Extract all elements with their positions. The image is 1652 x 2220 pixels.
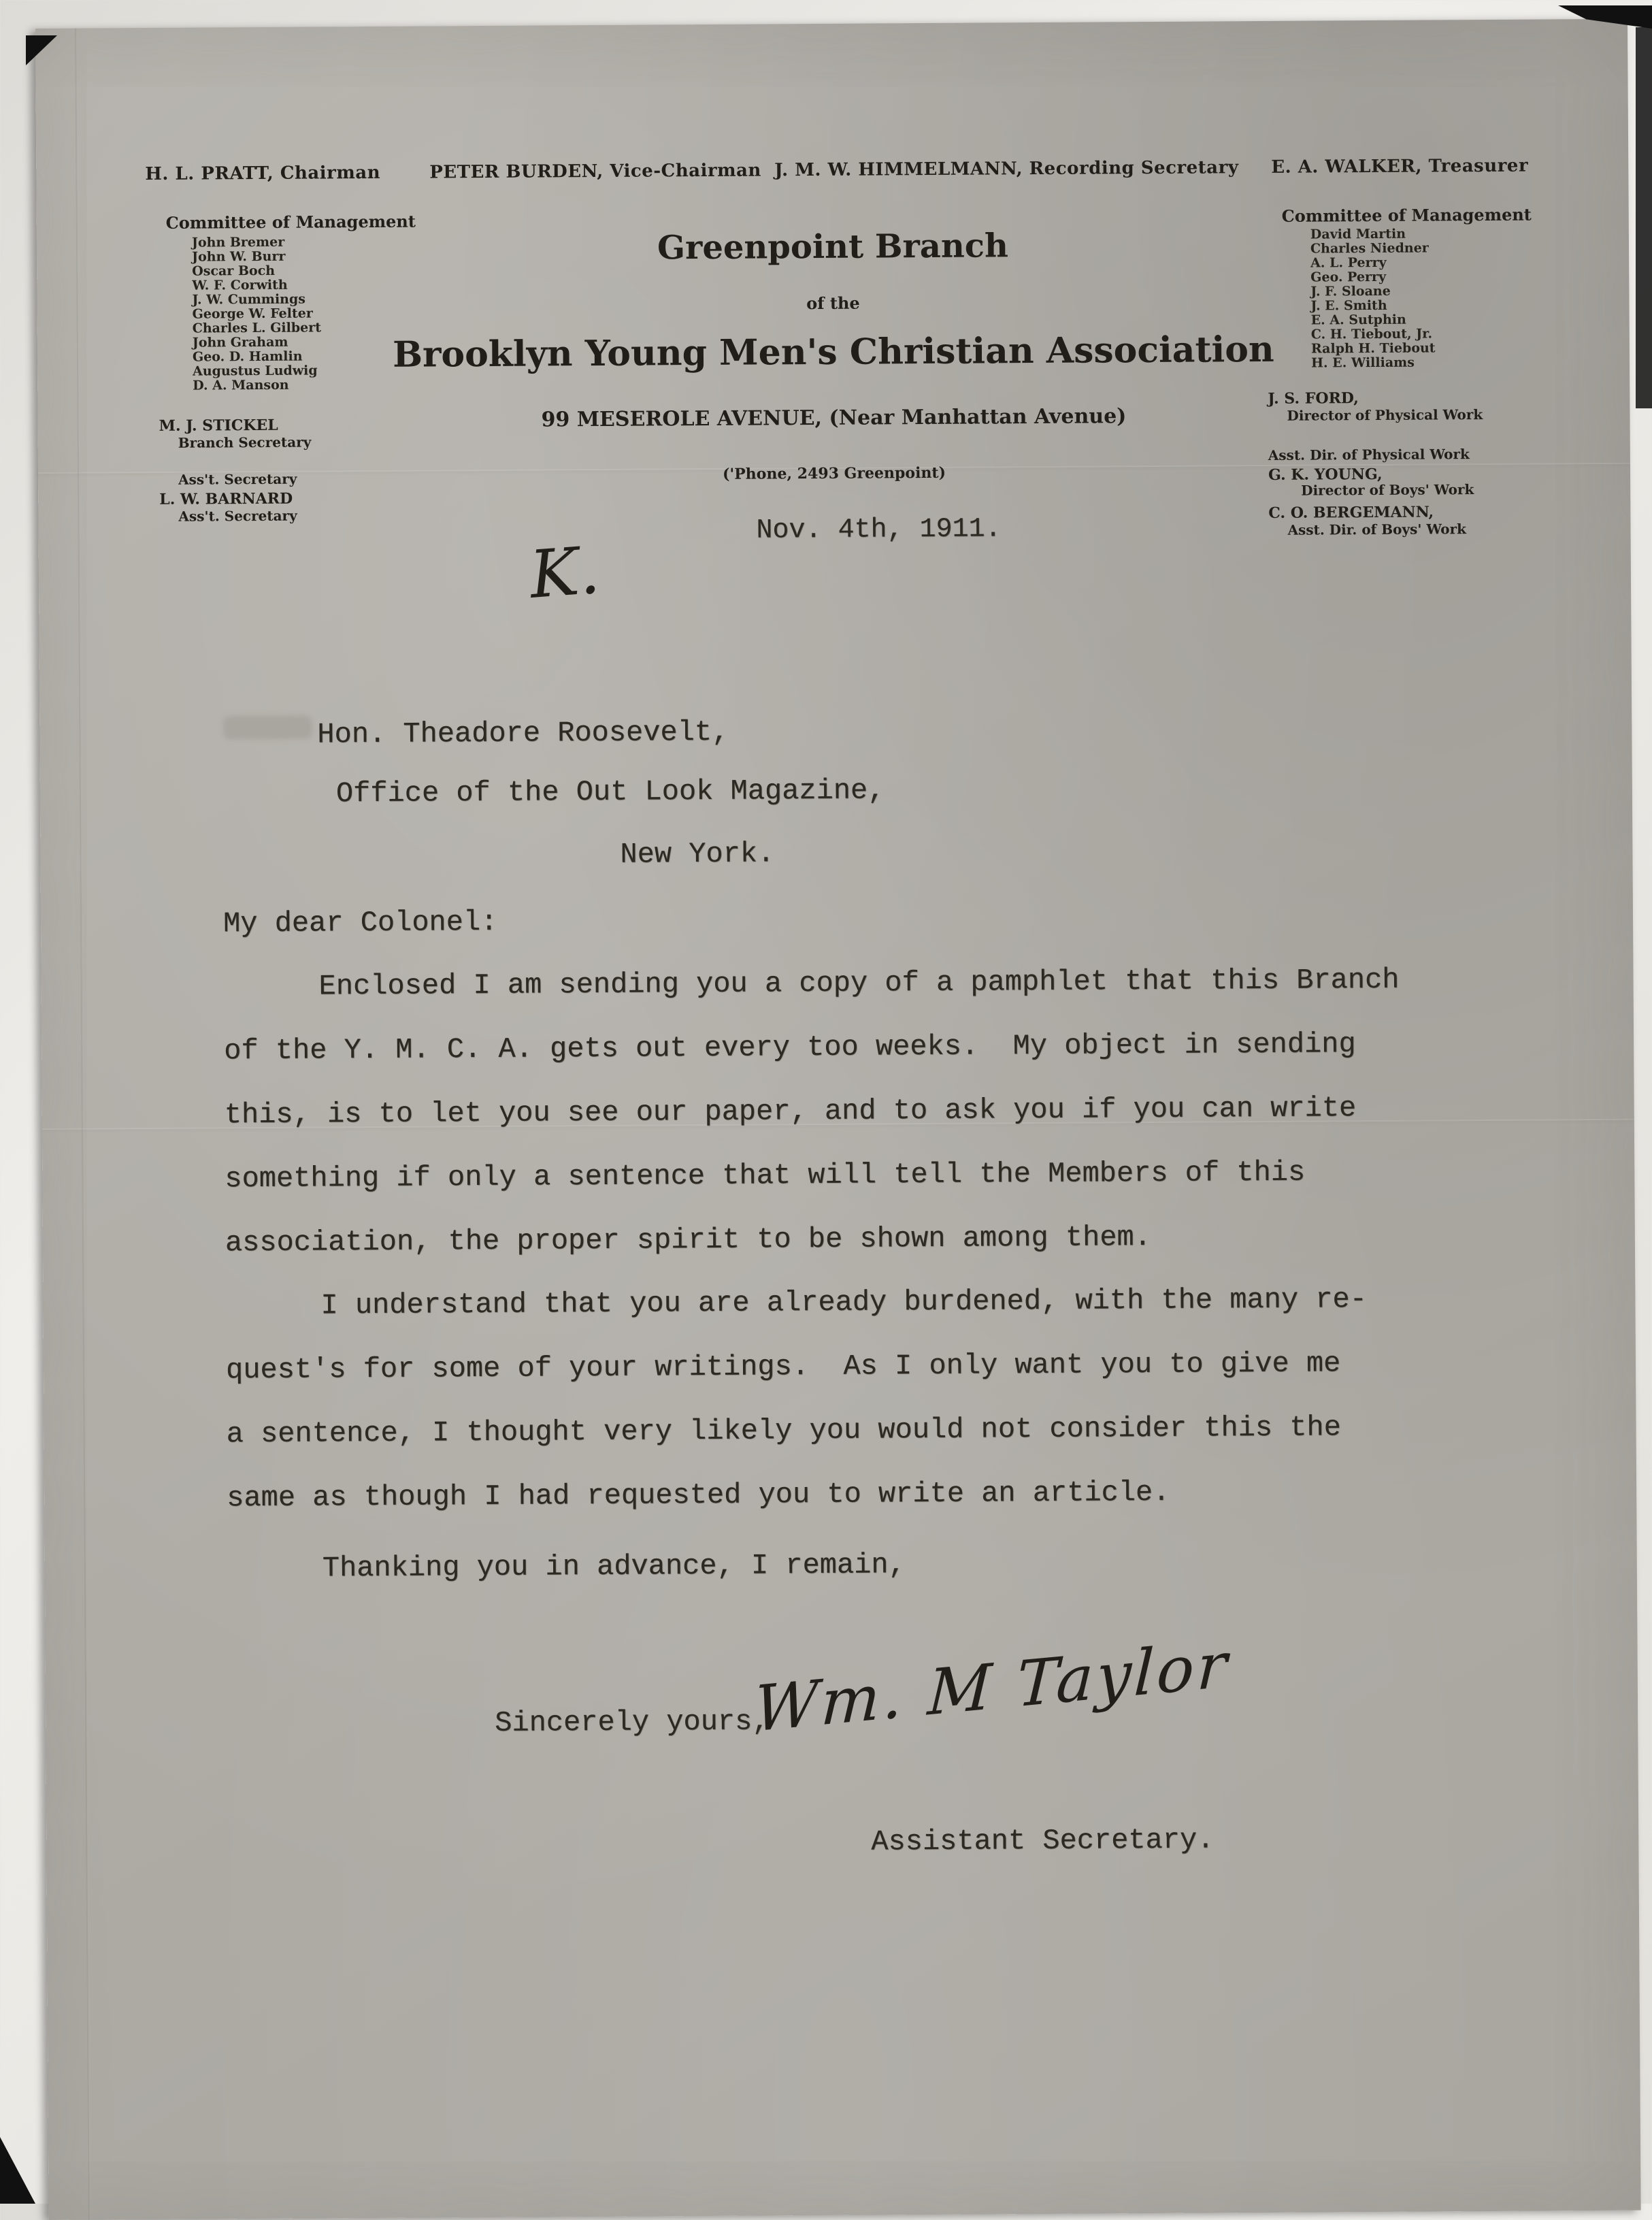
committee-member: J. W. Cummings xyxy=(192,291,306,308)
scan-artifact-bottom-left xyxy=(0,2137,35,2204)
committee-member: Charles L. Gilbert xyxy=(192,320,322,336)
masthead-of-the: of the xyxy=(806,293,860,314)
letter-line: I understand that you are already burdened, with the many re- xyxy=(320,1283,1368,1322)
committee-member: W. F. Corwith xyxy=(192,277,288,293)
officer-chairman: H. L. PRATT, Chairman xyxy=(145,162,381,185)
left-committee-title: Committee of Management xyxy=(165,211,416,233)
letter-line: Enclosed I am sending you a copy of a pamphlet that this Branch xyxy=(318,963,1400,1003)
officer-treasurer: E. A. WALKER, Treasurer xyxy=(1271,155,1529,178)
committee-member: J. E. Smith xyxy=(1310,297,1387,314)
letter-paragraph-2 xyxy=(225,1267,1368,1530)
signer-title: Assistant Secretary. xyxy=(871,1823,1215,1859)
asst-physical-director-title: Asst. Dir. of Physical Work xyxy=(1268,446,1470,463)
masthead-branch-name: Greenpoint Branch xyxy=(657,227,1009,267)
closing-phrase: Sincerely yours, xyxy=(495,1705,770,1740)
committee-member: H. E. Williams xyxy=(1310,355,1415,371)
committee-member: J. F. Sloane xyxy=(1310,283,1391,299)
committee-member: Ralph H. Tiebout xyxy=(1310,340,1436,357)
asst-boys-director-name: C. O. BERGEMANN, xyxy=(1268,503,1434,522)
letter-line: this, is to let you see our paper, and to ask you if you can write xyxy=(224,1092,1357,1132)
committee-member: Oscar Boch xyxy=(192,263,276,279)
letter-line: a sentence, I thought very likely you would not consider this the xyxy=(226,1411,1342,1451)
committee-member: David Martin xyxy=(1310,226,1406,242)
right-committee-members xyxy=(1310,227,1436,370)
masthead-phone: ('Phone, 2493 Greenpoint) xyxy=(722,463,946,483)
committee-member: John Bremer xyxy=(191,234,285,250)
right-committee-title: Committee of Management xyxy=(1281,204,1532,226)
committee-member: Charles Niedner xyxy=(1310,240,1429,257)
erased-stamp-smudge xyxy=(223,716,312,740)
committee-member: E. A. Sutphin xyxy=(1310,312,1406,328)
recipient-name-line: Hon. Theadore Roosevelt, xyxy=(317,715,729,751)
letter-line: of the Y. M. C. A. gets out every too weeks. My object in sending xyxy=(224,1028,1356,1068)
asst-boys-director-title: Asst. Dir. of Boys' Work xyxy=(1287,521,1467,538)
letter-paragraph-3 xyxy=(227,1533,906,1601)
letter-line: Thanking you in advance, I remain, xyxy=(322,1548,906,1585)
committee-member: John Graham xyxy=(192,334,288,350)
branch-secretary-name: M. J. STICKEL xyxy=(159,416,278,435)
asst-secretary-label: Ass't. Secretary xyxy=(178,470,297,488)
asst-secretary-name: L. W. BARNARD xyxy=(159,489,293,508)
letter-date: Nov. 4th, 1911. xyxy=(756,514,1002,546)
committee-member: A. L. Perry xyxy=(1310,255,1387,271)
handwritten-k-mark: K. xyxy=(527,532,603,613)
salutation: My dear Colonel: xyxy=(222,905,498,941)
physical-director-title: Director of Physical Work xyxy=(1287,406,1483,424)
committee-member: Geo. Perry xyxy=(1310,269,1387,285)
handwritten-signature: Wm. M Taylor xyxy=(752,1628,1232,1746)
committee-member: John W. Burr xyxy=(191,248,286,265)
officer-vice-chairman: PETER BURDEN, Vice-Chairman xyxy=(429,160,761,183)
committee-member: Augustus Ludwig xyxy=(193,363,318,379)
masthead-address: 99 MESEROLE AVENUE, (Near Manhattan Avenue) xyxy=(541,404,1127,432)
letter-line: quest's for some of your writings. As I only want you to give me xyxy=(225,1347,1341,1387)
asst-secretary-title: Ass't. Secretary xyxy=(178,507,297,525)
letter-line: something if only a sentence that will tell the Members of this xyxy=(225,1156,1306,1196)
masthead-organization: Brooklyn Young Men's Christian Association xyxy=(392,328,1274,376)
letter-scan-paper xyxy=(35,19,1641,2220)
branch-secretary-title: Branch Secretary xyxy=(178,434,312,451)
committee-member: Geo. D. Hamlin xyxy=(192,348,303,365)
letter-line: association, the proper spirit to be shown among them. xyxy=(225,1221,1152,1260)
recipient-city-line: New York. xyxy=(620,837,775,871)
letter-paragraph-1 xyxy=(223,948,1401,1275)
recipient-office-line: Office of the Out Look Magazine, xyxy=(335,774,885,811)
scan-artifact-right-edge xyxy=(1636,27,1652,408)
committee-member: D. A. Manson xyxy=(193,377,289,393)
committee-member: George W. Felter xyxy=(192,306,313,322)
letter-line: same as though I had requested you to write an article. xyxy=(227,1475,1170,1515)
boys-director-title: Director of Boys' Work xyxy=(1301,481,1474,499)
officer-recording-secretary: J. M. W. HIMMELMANN, Recording Secretary xyxy=(774,157,1239,181)
boys-director-name: G. K. YOUNG, xyxy=(1268,465,1383,484)
committee-member: C. H. Tiebout, Jr. xyxy=(1310,326,1433,342)
physical-director-name: J. S. FORD, xyxy=(1268,389,1359,408)
